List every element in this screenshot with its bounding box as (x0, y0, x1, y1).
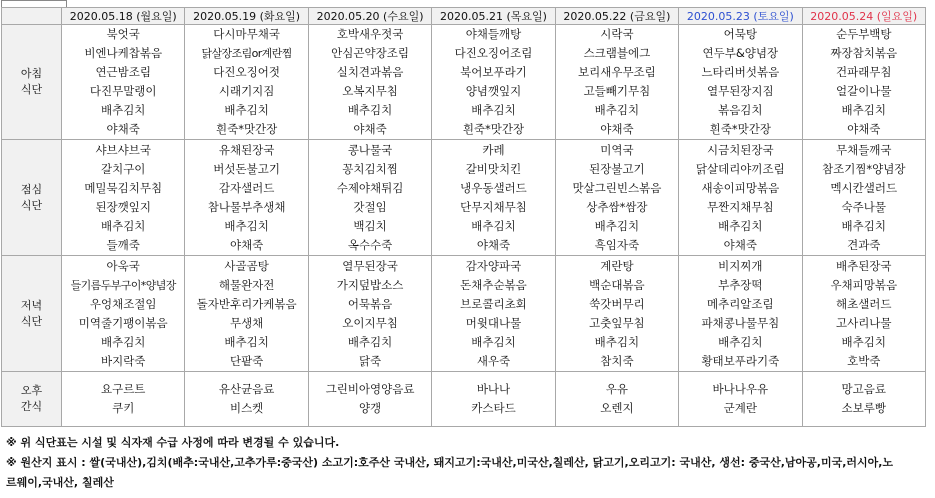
menu-item: 우채피망볶음 (830, 277, 898, 292)
menu-item: 다진오징어젓 (213, 65, 280, 79)
meal-cell (308, 256, 431, 372)
day-header: 2020.05.18 (월요일) (62, 8, 185, 25)
meal-label-line: 식단 (20, 198, 43, 212)
menu-item: 메밀묵김치무침 (84, 180, 163, 195)
menu-item: 양갱 (358, 401, 382, 415)
menu-item: 오이지무침 (342, 315, 398, 330)
meal-cell (679, 25, 802, 140)
meal-label-line: 식단 (20, 83, 43, 96)
menu-item: 단무지채무침 (460, 199, 527, 214)
menu-item: 그린비아영양음료 (325, 382, 415, 396)
menu-item: 새우죽 (476, 353, 511, 368)
meal-label-line: 아침 (20, 67, 43, 80)
menu-item: 흑임자죽 (594, 237, 640, 252)
meal-cell (679, 372, 802, 427)
menu-item: 카레 (482, 142, 505, 157)
breakfast-row (2, 25, 926, 140)
menu-item: 멕시칸샐러드 (830, 180, 898, 195)
menu-item: 흰죽*맛간장 (215, 122, 278, 136)
meal-label-line: 오후 (20, 384, 43, 397)
menu-item: 카스타드 (471, 401, 516, 415)
menu-item: 참나물부추생채 (207, 199, 286, 214)
menu-item: 바지락죽 (100, 353, 146, 368)
meal-cell (555, 256, 678, 372)
menu-item: 어묵볶음 (347, 296, 393, 311)
menu-item: 망고음료 (841, 382, 886, 396)
menu-item: 옥수수죽 (347, 237, 393, 252)
day-header: 2020.05.20 (수요일) (308, 8, 431, 25)
meal-cell (185, 140, 308, 256)
menu-item: 부추장떡 (718, 277, 763, 292)
menu-item: 오복지무침 (342, 84, 398, 98)
menu-item: 황태보푸라기죽 (701, 353, 780, 368)
menu-item: 머윗대나물 (465, 315, 522, 330)
menu-item: 야채죽 (353, 122, 387, 136)
menu-item: 열무된장지짐 (706, 84, 774, 98)
menu-item: 감자양파국 (465, 258, 522, 273)
menu-item: 배추김치 (841, 103, 886, 117)
meal-cell (432, 372, 555, 427)
meal-label-line: 식단 (20, 314, 43, 328)
meal-cell (62, 372, 185, 427)
menu-item: 북엇국 (106, 27, 140, 41)
meal-cell (802, 256, 925, 372)
menu-item: 배추김치 (841, 218, 886, 233)
meal-cell (679, 256, 802, 372)
menu-item: 아욱국 (106, 258, 140, 273)
menu-item: 우유 (605, 382, 628, 396)
menu-item: 배추김치 (347, 103, 393, 117)
menu-item: 배추김치 (224, 218, 269, 233)
menu-item: 미역국 (600, 142, 634, 157)
menu-item: 백순대볶음 (589, 277, 645, 292)
menu-item: 미역줄기팽이볶음 (78, 315, 168, 330)
day-header: 2020.05.22 (금요일) (555, 8, 678, 25)
menu-item: 소보루빵 (841, 401, 886, 415)
menu-item: 샤브샤브국 (95, 142, 151, 157)
menu-item: 비지찌개 (718, 258, 763, 273)
menu-item: 호박죽 (847, 353, 881, 368)
meal-cell (432, 256, 555, 372)
menu-item: 배추김치 (471, 334, 516, 349)
meal-cell (802, 140, 925, 256)
meal-cell (802, 372, 925, 427)
menu-item: 북어보푸라기 (460, 65, 527, 79)
menu-item: 야채죽 (600, 122, 634, 136)
menu-item: 야채죽 (229, 237, 264, 252)
menu-item: 비엔나케찹볶음 (84, 46, 163, 60)
menu-item: 짜장참치볶음 (830, 46, 898, 60)
menu-item: 고사리나물 (835, 315, 892, 330)
menu-item: 연근밤조림 (95, 65, 151, 79)
menu-item: 배추김치 (471, 103, 516, 117)
menu-item: 배추김치 (224, 103, 269, 117)
date-header-row (2, 8, 926, 25)
menu-item: 시래기지짐 (218, 84, 275, 98)
lunch-row (2, 140, 926, 256)
meal-label (2, 256, 62, 372)
menu-item: 배추김치 (100, 334, 146, 349)
meal-cell (555, 372, 678, 427)
menu-item: 콩나물국 (347, 142, 393, 157)
menu-item: 연두부&양념장 (702, 46, 779, 60)
meal-cell (432, 25, 555, 140)
menu-item: 들기름두부구이*양념장 (70, 278, 176, 292)
meal-cell (555, 140, 678, 256)
menu-item: 다진오징어조림 (454, 46, 533, 60)
menu-item: 야채죽 (106, 122, 140, 136)
menu-item: 돈채추순볶음 (460, 277, 527, 292)
menu-item: 해초샐러드 (835, 296, 892, 311)
meal-cell (432, 140, 555, 256)
menu-item: 군계란 (723, 401, 757, 415)
menu-item: 오렌지 (600, 401, 634, 415)
menu-item: 유산균음료 (218, 382, 275, 396)
menu-item: 야채죽 (847, 122, 881, 136)
menu-item: 건파래무침 (835, 65, 892, 79)
menu-item: 우엉채조절임 (89, 296, 157, 311)
menu-item: 유채된장국 (218, 142, 275, 157)
menu-item: 수제야채튀김 (336, 180, 404, 195)
menu-item: 얼갈이나물 (835, 84, 892, 98)
menu-item: 숙주나물 (841, 199, 886, 214)
menu-item: 갈비맛치킨 (465, 161, 522, 176)
menu-item: 새송이피망볶음 (701, 180, 780, 195)
meal-cell (555, 25, 678, 140)
menu-item: 배추김치 (594, 218, 640, 233)
meal-label-line: 저녁 (20, 298, 43, 312)
menu-item: 된장불고기 (589, 161, 645, 176)
meal-label-line: 간식 (20, 400, 43, 413)
menu-item: 무채들깨국 (835, 142, 892, 157)
menu-item: 고춧잎무침 (589, 315, 645, 330)
day-header: 2020.05.21 (목요일) (432, 8, 555, 25)
menu-item: 야채들깨탕 (465, 27, 522, 41)
menu-item: 가지덮밥소스 (336, 277, 404, 292)
menu-item: 다진무말랭이 (89, 84, 157, 98)
menu-item: 양념깻잎지 (465, 84, 522, 98)
menu-item: 상추쌈*쌈장 (586, 199, 648, 214)
menu-item: 배추김치 (718, 218, 763, 233)
menu-item: 꽁치김치찜 (342, 161, 398, 176)
menu-item: 단팥죽 (229, 353, 264, 368)
meal-label (2, 372, 62, 427)
meal-label-line: 점심 (20, 182, 43, 196)
menu-item: 브로콜리초회 (460, 296, 527, 311)
menu-item: 무짠지채무침 (706, 199, 774, 214)
menu-item: 배추김치 (594, 103, 640, 117)
meal-cell (185, 372, 308, 427)
menu-item: 다시마무채국 (213, 27, 280, 41)
menu-item: 배추김치 (471, 218, 516, 233)
menu-item: 배추김치 (224, 334, 269, 349)
menu-item: 파채콩나물무침 (701, 315, 780, 330)
meal-cell (62, 25, 185, 140)
menu-notes (6, 433, 928, 493)
meal-cell (308, 372, 431, 427)
menu-item: 호박새우젓국 (336, 27, 404, 41)
origin-notice-continued: 르웨이,국내산, 칠레산 (6, 476, 114, 489)
menu-item: 해물완자전 (218, 277, 275, 292)
menu-item: 닭살장조림or계란찜 (201, 47, 292, 60)
menu-item: 흰죽*맛간장 (709, 122, 771, 136)
change-notice: ※ 위 식단표는 시설 및 식자재 수급 사정에 따라 변경될 수 있습니다. (6, 436, 340, 449)
menu-item: 열무된장국 (342, 258, 398, 273)
menu-item: 바나나 (476, 382, 511, 396)
menu-item: 보리새우무조림 (578, 65, 656, 79)
menu-item: 배추김치 (594, 334, 640, 349)
meal-cell (185, 25, 308, 140)
origin-notice: ※ 원산지 표시 : 쌀(국내산),김치(배추:국내산,고추가루:중국산) 소고기:호주산 국내산, 돼지고기:국내산,미국산,칠레산, 닭고기,오리고기: 국내산, 생선: 중국산,남아공,미국,러시아,노 (6, 456, 894, 469)
menu-item: 된장깻잎지 (95, 199, 151, 214)
menu-item: 어묵탕 (723, 27, 757, 41)
day-header-sunday: 2020.05.24 (일요일) (802, 8, 925, 25)
menu-item: 야채죽 (723, 237, 757, 252)
menu-item: 쑥갓버무리 (589, 296, 645, 311)
day-header: 2020.05.19 (화요일) (185, 8, 308, 25)
header-corner (2, 8, 62, 25)
sheet-tab-corner (1, 0, 67, 7)
menu-item: 요구르트 (100, 382, 146, 396)
menu-item: 순두부백탕 (835, 27, 892, 41)
menu-item: 배추김치 (100, 218, 146, 233)
menu-item: 메추리알조림 (706, 296, 774, 311)
menu-item: 시락국 (600, 27, 634, 41)
menu-item: 배추김치 (841, 334, 886, 349)
menu-item: 갓절임 (353, 199, 387, 214)
meal-cell (62, 256, 185, 372)
menu-item: 볶음김치 (718, 103, 763, 117)
menu-item: 버섯돈불고기 (213, 161, 280, 176)
weekly-meal-table (1, 7, 926, 427)
menu-item: 견과죽 (847, 237, 881, 252)
meal-cell (308, 25, 431, 140)
menu-item: 배추김치 (718, 334, 763, 349)
menu-item: 고들빼기무침 (583, 84, 651, 98)
menu-item: 시금치된장국 (706, 142, 774, 157)
menu-item: 닭살데리야끼조림 (695, 161, 785, 176)
day-header-saturday: 2020.05.23 (토요일) (679, 8, 802, 25)
snack-row (2, 372, 926, 427)
menu-item: 백김치 (353, 218, 387, 233)
menu-item: 돌자반후리가케볶음 (196, 296, 297, 311)
meal-cell (185, 256, 308, 372)
meal-label (2, 25, 62, 140)
menu-item: 배추김치 (347, 334, 393, 349)
menu-item: 안심곤약장조림 (331, 46, 409, 60)
menu-item: 배추김치 (100, 103, 146, 117)
menu-item: 야채죽 (476, 237, 511, 252)
dinner-row (2, 256, 926, 372)
menu-item: 사골곰탕 (224, 258, 269, 273)
meal-cell (802, 25, 925, 140)
menu-item: 들깨죽 (106, 237, 140, 252)
meal-cell (62, 140, 185, 256)
menu-item: 갈치구이 (100, 161, 146, 176)
menu-item: 쿠키 (112, 401, 135, 415)
menu-item: 계란탕 (600, 258, 634, 273)
menu-item: 참조기찜*양념장 (822, 161, 906, 176)
menu-item: 바나나우유 (712, 382, 769, 396)
menu-item: 실치견과볶음 (336, 65, 404, 79)
meal-cell (679, 140, 802, 256)
menu-item: 스크램블에그 (583, 46, 651, 60)
menu-item: 냉우동샐러드 (460, 180, 527, 195)
meal-cell (308, 140, 431, 256)
menu-item: 배추된장국 (835, 258, 892, 273)
menu-item: 느타리버섯볶음 (701, 65, 780, 79)
meal-label (2, 140, 62, 256)
menu-item: 닭죽 (358, 353, 382, 368)
menu-item: 감자샐러드 (218, 180, 275, 195)
menu-item: 비스켓 (229, 401, 264, 415)
menu-item: 맛살그린빈스볶음 (572, 180, 662, 195)
menu-item: 참치죽 (600, 353, 634, 368)
menu-item: 흰죽*맛간장 (462, 122, 525, 136)
menu-item: 무생채 (229, 315, 264, 330)
